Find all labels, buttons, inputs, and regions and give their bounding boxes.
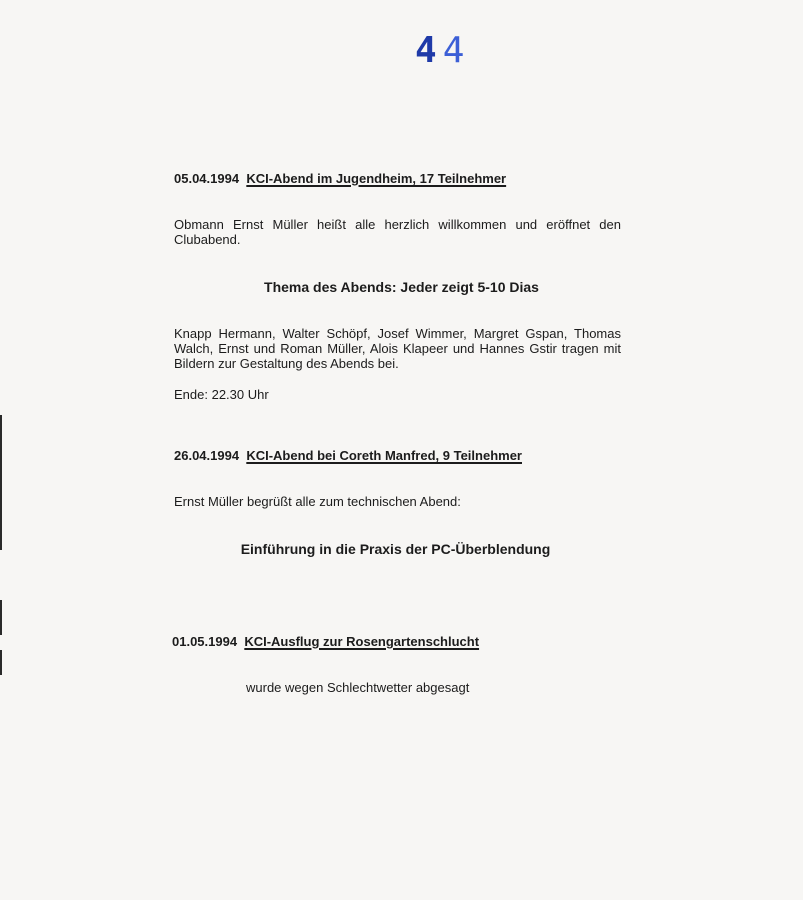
page-number-stamp — [415, 30, 470, 71]
entry-title: KCI-Abend bei Coreth Manfred, 9 Teilnehmer — [246, 448, 522, 463]
entry-intro: Ernst Müller begrüßt alle zum technischen Abend: — [174, 494, 461, 509]
entry-date: 01.05.1994 — [172, 634, 238, 649]
entry-theme: Thema des Abends: Jeder zeigt 5-10 Dias — [264, 279, 539, 295]
entry-end-time: Ende: 22.30 Uhr — [174, 387, 269, 402]
page-number-digit: 4 — [442, 30, 471, 71]
entry-heading — [172, 634, 619, 649]
page-edge-mark — [0, 650, 2, 675]
page-edge-mark — [0, 415, 2, 550]
page-number-digit: 4 — [415, 30, 443, 71]
entry-heading — [174, 448, 621, 463]
entry-heading — [174, 171, 621, 186]
entry-theme: Einführung in die Praxis der PC-Überblendung — [240, 541, 551, 557]
entry-note: wurde wegen Schlechtwetter abgesagt — [246, 680, 470, 695]
entry-date: 26.04.1994 — [174, 448, 240, 463]
entry-intro: Obmann Ernst Müller heißt alle herzlich willkommen und eröffnet den Clubabend. — [174, 217, 621, 247]
entry-title: KCI-Abend im Jugendheim, 17 Teilnehmer — [246, 171, 507, 186]
page-edge-mark — [0, 600, 2, 635]
entry-body: Knapp Hermann, Walter Schöpf, Josef Wimmer, Margret Gspan, Thomas Walch, Ernst und Roman Müller, Alois Klapeer und Hannes Gstir tragen mit Bildern zur Gestaltung des Abends bei. — [174, 326, 621, 371]
entry-title: KCI-Ausflug zur Rosengartenschlucht — [244, 634, 480, 649]
entry-date: 05.04.1994 — [174, 171, 240, 186]
